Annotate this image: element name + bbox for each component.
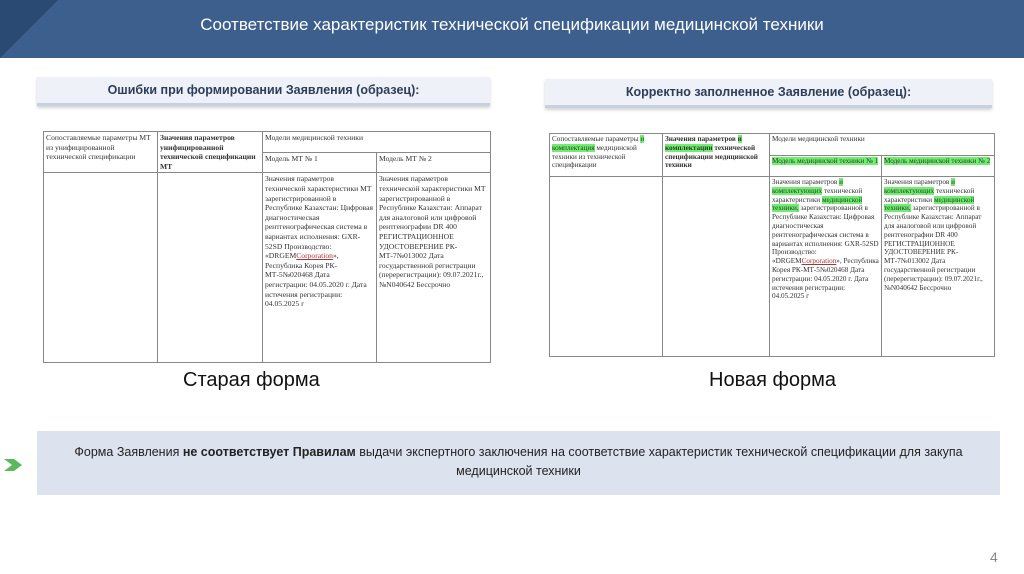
note-emphasis: не соответствует Правилам xyxy=(182,445,356,459)
new-col1-header: Сопоставляемые параметры и комплектация медицинской техники из технической спецификации xyxy=(550,134,663,177)
new-col2-header: Значения параметров и комплектации технической спецификации медицинской техники xyxy=(663,134,770,177)
old-empty-cell-2 xyxy=(158,173,263,363)
old-model1-header: Модель МТ № 1 xyxy=(263,152,377,173)
new-model2-cell: Значения параметров и комплектующих технической характеристики медицинской техники, зарегистрированной в Республике Казахстан: Аппарат для аналоговой или цифровой рентгенографии DR 400 РЕГИСТРАЦИОННОЕ УДОСТОВЕРЕНИЕ РК-МТ-7№013002 Дата государственной регистрации (перерегистрации): 09.07.2021г., №N040642 Бессрочно xyxy=(882,177,995,357)
new-empty-cell-1 xyxy=(550,177,663,357)
chevron-right-icon xyxy=(4,459,22,471)
new-empty-cell-2 xyxy=(663,177,770,357)
correct-label: Корректно заполненное Заявление (образец): xyxy=(545,79,992,108)
note-box: Форма Заявления не соответствует Правилам выдачи экспертного заключения на соответствие характеристик технической спецификации для закупа медицинской техники xyxy=(37,431,1000,495)
new-form-table xyxy=(549,133,995,357)
old-col1-header: Сопоставляемые параметры МТ из унифицированной технической спецификации xyxy=(44,132,158,173)
old-form-caption: Старая форма xyxy=(183,369,320,391)
new-model1-cell: Значения параметров и комплектующих технической характеристики медицинской техники, зарегистрированной в Республике Казахстан: Цифровая диагностическая рентгенографическая система в вариантах исполнения: GXR-52SD Производство: «DRGEMCorporation», Республика Корея РК-МТ-5№020468 Дата регистрации: 04.05.2020 г. Дата истечения регистрации: 04.05.2025 г xyxy=(770,177,882,357)
header-bar xyxy=(0,0,1024,58)
new-form-caption: Новая форма xyxy=(709,369,837,391)
old-models-header: Модели медицинской техники xyxy=(263,132,491,153)
errors-label: Ошибки при формировании Заявления (образец): xyxy=(37,77,490,106)
page-number: 4 xyxy=(990,549,998,565)
old-model2-cell: Значения параметров технической характеристики МТ зарегистрированной в Республике Казахстан: Аппарат для аналоговой или цифровой рентгенографии DR 400 РЕГИСТРАЦИОННОЕ УДОСТОВЕРЕНИЕ РК-МТ-7№013002 Дата государственной регистрации (перерегистрации): 09.07.2021г., №N040642 Бессрочно xyxy=(377,173,491,363)
old-form-table xyxy=(43,131,491,363)
old-model1-cell: Значения параметров технической характеристики МТ зарегистрированной в Республике Казахстан: Цифровая диагностическая рентгенографическая система в вариантах исполнения: GXR-52SD Производство: «DRGEMCorporation», Республика Корея РК-МТ-5№020468 Дата регистрации: 04.05.2020 г. Дата истечения регистрации: 04.05.2025 г xyxy=(263,173,377,363)
old-model2-header: Модель МТ № 2 xyxy=(377,152,491,173)
old-empty-cell-1 xyxy=(44,173,158,363)
new-models-header: Модели медицинской техники xyxy=(770,134,995,156)
old-col2-header: Значения параметров унифицированной технической спецификации МТ xyxy=(158,132,263,173)
new-model1-header: Модель медицинской техники № 1 xyxy=(770,155,882,177)
new-model2-header: Модель медицинской техники № 2 xyxy=(882,155,995,177)
slide-title: Соответствие характеристик технической спецификации медицинской техники xyxy=(200,15,824,34)
